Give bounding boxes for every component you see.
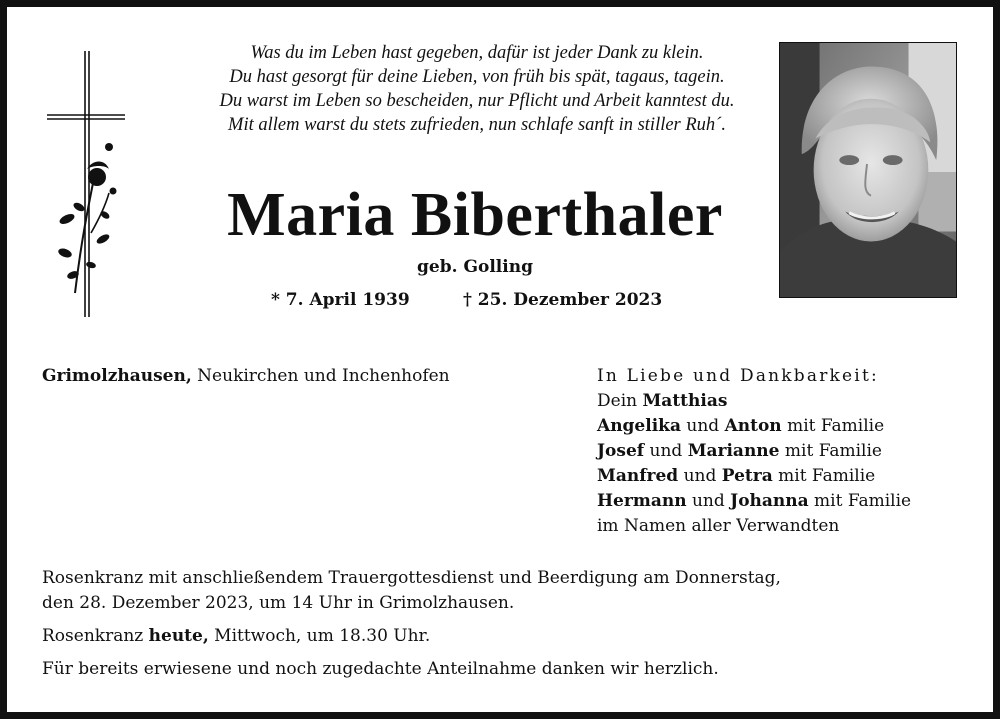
cross-with-rose-icon	[43, 43, 133, 325]
mourner-name: Marianne	[687, 441, 780, 461]
memorial-poem	[127, 41, 827, 137]
mourner-conj: und	[644, 441, 688, 461]
poem-line: Mit allem warst du stets zufrieden, nun schlafe sanft in stiller Ruh´.	[228, 115, 726, 135]
mourner-conj: und	[686, 491, 731, 511]
rosary-today: heute,	[148, 626, 209, 646]
mourner-suffix: mit Familie	[772, 466, 876, 486]
death-date: † 25. Dezember 2023	[463, 290, 663, 310]
mourner-name: Josef	[597, 441, 645, 461]
mourner-suffix: mit Familie	[808, 491, 912, 511]
mourner-name: Hermann	[597, 491, 687, 511]
residence-primary: Grimolzhausen,	[42, 366, 192, 386]
mourner-row	[597, 439, 977, 464]
mourner-suffix: mit Familie	[779, 441, 882, 461]
mourner-prefix: Dein	[597, 391, 643, 411]
mourner-row	[597, 464, 977, 489]
service-line: Rosenkranz mit anschließendem Trauergottesdienst und Beerdigung am Donnerstag,	[42, 568, 781, 588]
mourner-conj: und	[680, 416, 725, 436]
mourner-suffix: mit Familie	[781, 416, 885, 436]
rosary-info	[42, 624, 952, 649]
residence-others: Neukirchen und Inchenhofen	[191, 366, 450, 386]
mourners-closing: im Namen aller Verwandten	[597, 516, 840, 536]
maiden-name: geb. Golling	[417, 257, 533, 277]
service-line: den 28. Dezember 2023, um 14 Uhr in Grimolzhausen.	[42, 593, 515, 613]
rosary-prefix: Rosenkranz	[42, 626, 149, 646]
mourner-name: Johanna	[730, 491, 809, 511]
mourner-row	[597, 489, 977, 514]
poem-line: Du hast gesorgt für deine Lieben, von früh bis spät, tagaus, tagein.	[229, 67, 725, 87]
residence-line	[42, 364, 450, 388]
portrait-photo	[779, 42, 957, 298]
rosary-suffix: Mittwoch, um 18.30 Uhr.	[208, 626, 431, 646]
service-notes	[42, 566, 952, 690]
mourner-name: Anton	[724, 416, 782, 436]
mourner-row	[597, 414, 977, 439]
mourner-name: Petra	[721, 466, 773, 486]
birth-date: * 7. April 1939	[271, 290, 410, 310]
mourners-list	[597, 364, 977, 539]
mourners-intro: In Liebe und Dankbarkeit:	[597, 366, 879, 386]
mourner-name: Matthias	[642, 391, 728, 411]
funeral-service-info	[42, 566, 952, 616]
mourner-row	[597, 389, 977, 414]
thanks-line: Für bereits erwiesene und noch zugedachte Anteilnahme danken wir herzlich.	[42, 659, 719, 679]
poem-line: Was du im Leben hast gegeben, dafür ist jeder Dank zu klein.	[250, 43, 704, 63]
deceased-name: Maria Biberthaler	[227, 181, 723, 249]
mourner-name: Angelika	[597, 416, 681, 436]
mourner-conj: und	[678, 466, 722, 486]
poem-line: Du warst im Leben so bescheiden, nur Pflicht und Arbeit kanntest du.	[219, 91, 735, 111]
mourner-name: Manfred	[597, 466, 679, 486]
